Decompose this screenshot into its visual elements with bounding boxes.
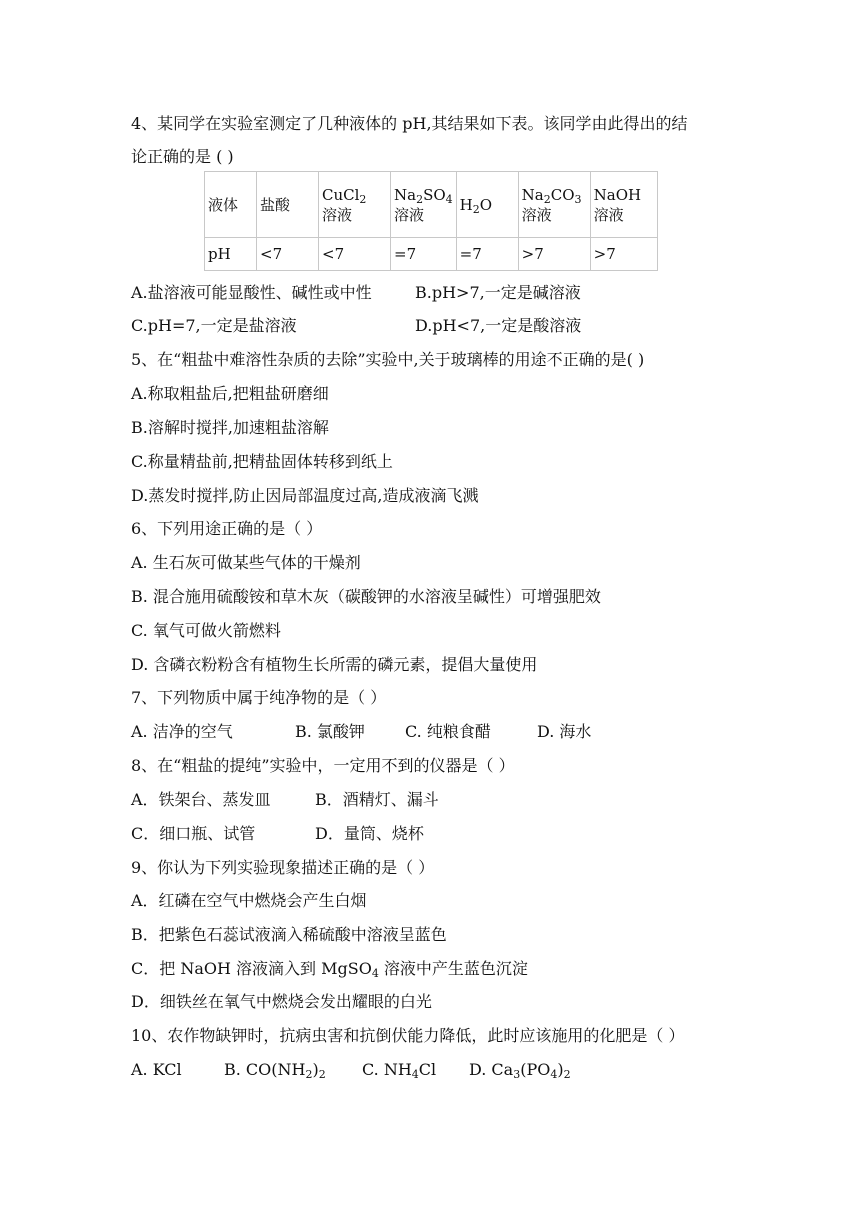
q4-option-d: D.pH<7,一定是酸溶液: [415, 316, 582, 335]
q5-stem: 5、在“粗盐中难溶性杂质的去除”实验中,关于玻璃棒的用途不正确的是( ): [131, 350, 645, 369]
q8-option-a: A．铁架台、蒸发皿: [131, 790, 271, 809]
q10-option-d: D. $Ca_3(PO_4)_2$: [469, 1060, 571, 1081]
q9-option-b: B．把紫色石蕊试液滴入稀硫酸中溶液呈蓝色: [131, 925, 447, 944]
q6-option-a: A. 生石灰可做某些气体的干燥剂: [131, 553, 361, 572]
table-cell: >7: [518, 238, 590, 271]
q6-option-d: D. 含磷衣粉粉含有植物生长所需的磷元素，提倡大量使用: [131, 655, 538, 674]
q7-option-a: A. 洁净的空气: [131, 722, 233, 741]
table-cell: <7: [257, 238, 319, 271]
q9-option-c: C．把 NaOH 溶液滴入到 MgSO$_4$ 溶液中产生蓝色沉淀: [131, 959, 528, 980]
q7-option-d: D. 海水: [537, 722, 592, 741]
q10-option-c: C. $NH_4Cl$: [362, 1060, 437, 1081]
q8-option-d: D．量筒、烧杯: [315, 824, 424, 843]
q9-option-a: A．红磷在空气中燃烧会产生白烟: [131, 891, 367, 910]
q10-stem: 10、农作物缺钾时，抗病虫害和抗倒伏能力降低，此时应该施用的化肥是（ ）: [131, 1026, 685, 1045]
table-cell: 盐酸: [257, 172, 319, 238]
q7-option-b: B. 氯酸钾: [295, 722, 365, 741]
q7-stem: 7、下列物质中属于纯净物的是（ ）: [131, 688, 387, 707]
q8-option-c: C．细口瓶、试管: [131, 824, 256, 843]
table-cell: pH: [205, 238, 257, 271]
q4-option-b: B.pH>7,一定是碱溶液: [415, 283, 581, 302]
q6-option-c: C. 氧气可做火箭燃料: [131, 621, 281, 640]
table-cell: <7: [319, 238, 391, 271]
table-cell: $Na_2CO_3$ 溶液: [518, 172, 590, 238]
q5-option-d: D.蒸发时搅拌,防止因局部温度过高,造成液滴飞溅: [131, 486, 479, 505]
table-cell: =7: [391, 238, 457, 271]
q4-option-a: A.盐溶液可能显酸性、碱性或中性: [131, 283, 372, 302]
q6-option-b: B. 混合施用硫酸铵和草木灰（碳酸钾的水溶液呈碱性）可增强肥效: [131, 587, 601, 606]
q7-option-c: C. 纯粮食醋: [405, 722, 491, 741]
table-cell: $H_2O$: [456, 172, 518, 238]
q4-stem-line2: 论正确的是 ( ): [131, 147, 234, 166]
q5-option-c: C.称量精盐前,把精盐固体转移到纸上: [131, 452, 393, 471]
table-cell: CuCl$_2$ 溶液: [319, 172, 391, 238]
ph-table: [204, 171, 658, 271]
q10-option-b: B. $CO(NH_2)_2$: [224, 1060, 326, 1081]
table-row: [205, 238, 658, 271]
table-cell: >7: [590, 238, 657, 271]
q4-option-c: C.pH=7,一定是盐溶液: [131, 316, 297, 335]
q8-stem: 8、在“粗盐的提纯”实验中，一定用不到的仪器是（ ）: [131, 756, 515, 775]
q9-option-d: D．细铁丝在氧气中燃烧会发出耀眼的白光: [131, 992, 432, 1011]
table-cell: =7: [456, 238, 518, 271]
table-row: [205, 172, 658, 238]
q4-stem-line1: 4、某同学在实验室测定了几种液体的 pH,其结果如下表。该同学由此得出的结: [131, 114, 688, 133]
q9-stem: 9、你认为下列实验现象描述正确的是（ ）: [131, 858, 435, 877]
q6-stem: 6、下列用途正确的是（ ）: [131, 519, 323, 538]
table-cell: $Na_2SO_4$ 溶液: [391, 172, 457, 238]
q5-option-b: B.溶解时搅拌,加速粗盐溶解: [131, 418, 329, 437]
q10-option-a: A. KCl: [131, 1060, 182, 1079]
q5-option-a: A.称取粗盐后,把粗盐研磨细: [131, 384, 329, 403]
table-cell: NaOH 溶液: [590, 172, 657, 238]
table-cell: 液体: [205, 172, 257, 238]
q8-option-b: B．酒精灯、漏斗: [315, 790, 439, 809]
